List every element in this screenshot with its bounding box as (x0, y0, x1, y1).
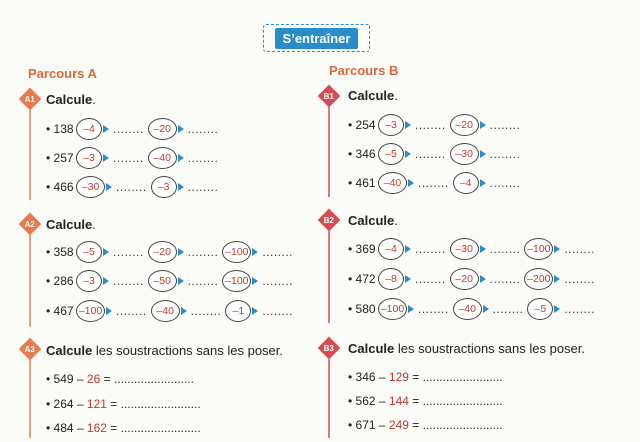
exercise-stem (29, 360, 31, 438)
calc-row: • 369 –4 ........ –30 ........ –100 ........ (348, 238, 599, 260)
arrow-icon (554, 245, 560, 253)
answer-dots: ........ (187, 180, 219, 194)
answer-dots: ........ (262, 304, 294, 318)
calc-row: • 461 –40 ........ –4 ........ (348, 172, 524, 194)
operation-circle: –4 (76, 118, 102, 140)
answer-dots: ........ (489, 242, 521, 256)
arrow-icon (252, 277, 258, 285)
arrow-icon (480, 275, 486, 283)
calc-row: • 580 –100 ........ –40 ........ –5 ........ (348, 298, 599, 320)
exercise-stem (328, 359, 330, 438)
arrow-icon (103, 248, 109, 256)
exercise-badge-b2: B2 (318, 209, 341, 232)
exercise-badge-b1: B1 (318, 85, 341, 108)
operation-circle: –40 (148, 147, 177, 169)
calc-row: • 286 –3 ........ –50 ........ –100 ........ (46, 270, 297, 292)
answer-dots: ........ (489, 272, 521, 286)
operation-circle: –3 (76, 147, 102, 169)
answer-dots: ........ (113, 274, 144, 288)
arrow-icon (483, 305, 489, 313)
exercise-badge-a3: A3 (19, 338, 42, 361)
operation-circle: –50 (148, 270, 177, 292)
calc-row: • 467 –100 ........ –40 ........ –1 ........ (46, 300, 297, 322)
answer-dots: ........ (415, 147, 446, 161)
arrow-icon (480, 245, 486, 253)
arrow-icon (178, 125, 184, 133)
exercise-title-a3: Calcule les soustractions sans les poser. (46, 343, 284, 358)
operation-circle: –20 (148, 118, 177, 140)
operation-circle: –200 (524, 268, 553, 290)
operation-circle: –4 (378, 238, 404, 260)
operation-circle: –100 (76, 300, 105, 322)
calc-row: • 358 –5 ........ –20 ........ –100 ........ (46, 241, 297, 263)
operation-circle: –40 (453, 298, 482, 320)
arrow-icon (252, 307, 258, 315)
operation-circle: –40 (151, 300, 180, 322)
arrow-icon (181, 307, 187, 315)
answer-dots: ........ (190, 304, 222, 318)
operation-circle: –20 (450, 268, 479, 290)
subtraction-row: • 549 – 26 = ........................ (46, 372, 194, 386)
operation-circle: –100 (524, 238, 553, 260)
answer-dots: ........ (418, 302, 449, 316)
exercise-badge-b3: B3 (318, 337, 341, 360)
operation-circle: –100 (222, 270, 251, 292)
operation-circle: –5 (76, 241, 102, 263)
arrow-icon (103, 154, 109, 162)
answer-dots: ........ (113, 151, 144, 165)
operation-circle: –5 (378, 143, 404, 165)
subtraction-row: • 484 – 162 = ........................ (46, 421, 201, 435)
section-title: S’entraîner (275, 28, 359, 49)
calc-row: • 472 –8 ........ –20 ........ –200 ........ (348, 268, 599, 290)
operation-circle: –3 (76, 270, 102, 292)
arrow-icon (480, 179, 486, 187)
answer-dots: ........ (564, 272, 596, 286)
answer-dots: ........ (492, 302, 524, 316)
section-title-badge (263, 24, 370, 52)
operation-circle: –30 (76, 176, 105, 198)
answer-dots: ........ (187, 245, 219, 259)
answer-dots: ........ (187, 122, 219, 136)
operation-circle: –1 (225, 300, 251, 322)
arrow-icon (178, 183, 184, 191)
subtraction-row: • 671 – 249 = ........................ (348, 418, 503, 432)
arrow-icon (178, 277, 184, 285)
calc-row: • 257 –3 ........ –40 ........ (46, 147, 222, 169)
exercise-title-a1: Calcule. (46, 92, 96, 107)
arrow-icon (408, 305, 414, 313)
exercise-badge-a2: A2 (19, 213, 42, 236)
operation-circle: –20 (148, 241, 177, 263)
exercise-title-b1: Calcule. (348, 88, 398, 103)
answer-dots: ........ (489, 118, 521, 132)
subtraction-row: • 264 – 121 = ........................ (46, 397, 201, 411)
arrow-icon (480, 121, 486, 129)
subtraction-row: • 562 – 144 = ........................ (348, 394, 503, 408)
operation-circle: –3 (378, 114, 404, 136)
arrow-icon (554, 305, 560, 313)
operation-circle: –100 (222, 241, 251, 263)
exercise-stem (328, 231, 330, 323)
arrow-icon (405, 121, 411, 129)
answer-dots: ........ (262, 245, 294, 259)
operation-circle: –40 (378, 172, 407, 194)
calc-row: • 254 –3 ........ –20 ........ (348, 114, 524, 136)
answer-dots: ........ (489, 176, 521, 190)
answer-dots: ........ (187, 151, 219, 165)
operation-circle: –30 (450, 238, 479, 260)
arrow-icon (405, 245, 411, 253)
parcours-b-title: Parcours B (329, 63, 399, 78)
answer-dots: ........ (415, 242, 446, 256)
calc-row: • 466 –30 ........ –3 ........ (46, 176, 222, 198)
operation-circle: –8 (378, 268, 404, 290)
answer-dots: ........ (116, 304, 147, 318)
answer-dots: ........ (415, 272, 446, 286)
exercise-title-b3: Calcule les soustractions sans les poser. (348, 341, 586, 356)
answer-dots: ........ (564, 302, 596, 316)
exercise-stem (29, 235, 31, 327)
answer-dots: ........ (116, 180, 147, 194)
exercise-stem (328, 107, 330, 197)
answer-dots: ........ (415, 118, 446, 132)
arrow-icon (554, 275, 560, 283)
arrow-icon (252, 248, 258, 256)
operation-circle: –5 (527, 298, 553, 320)
exercise-title-b2: Calcule. (348, 213, 398, 228)
exercise-badge-a1: A1 (19, 88, 42, 111)
arrow-icon (106, 183, 112, 191)
arrow-icon (103, 277, 109, 285)
answer-dots: ........ (187, 274, 219, 288)
arrow-icon (405, 275, 411, 283)
calc-row: • 138 –4 ........ –20 ........ (46, 118, 222, 140)
arrow-icon (408, 179, 414, 187)
operation-circle: –4 (453, 172, 479, 194)
calc-row: • 346 –5 ........ –30 ........ (348, 143, 524, 165)
arrow-icon (480, 150, 486, 158)
answer-dots: ........ (418, 176, 449, 190)
arrow-icon (103, 125, 109, 133)
arrow-icon (178, 154, 184, 162)
arrow-icon (178, 248, 184, 256)
answer-dots: ........ (489, 147, 521, 161)
operation-circle: –30 (450, 143, 479, 165)
subtraction-row: • 346 – 129 = ........................ (348, 370, 503, 384)
operation-circle: –100 (378, 298, 407, 320)
answer-dots: ........ (113, 245, 144, 259)
answer-dots: ........ (113, 122, 144, 136)
arrow-icon (405, 150, 411, 158)
operation-circle: –3 (151, 176, 177, 198)
arrow-icon (106, 307, 112, 315)
exercise-title-a2: Calcule. (46, 217, 96, 232)
exercise-stem (29, 110, 31, 200)
answer-dots: ........ (564, 242, 596, 256)
operation-circle: –20 (450, 114, 479, 136)
parcours-a-title: Parcours A (28, 66, 97, 81)
answer-dots: ........ (262, 274, 294, 288)
